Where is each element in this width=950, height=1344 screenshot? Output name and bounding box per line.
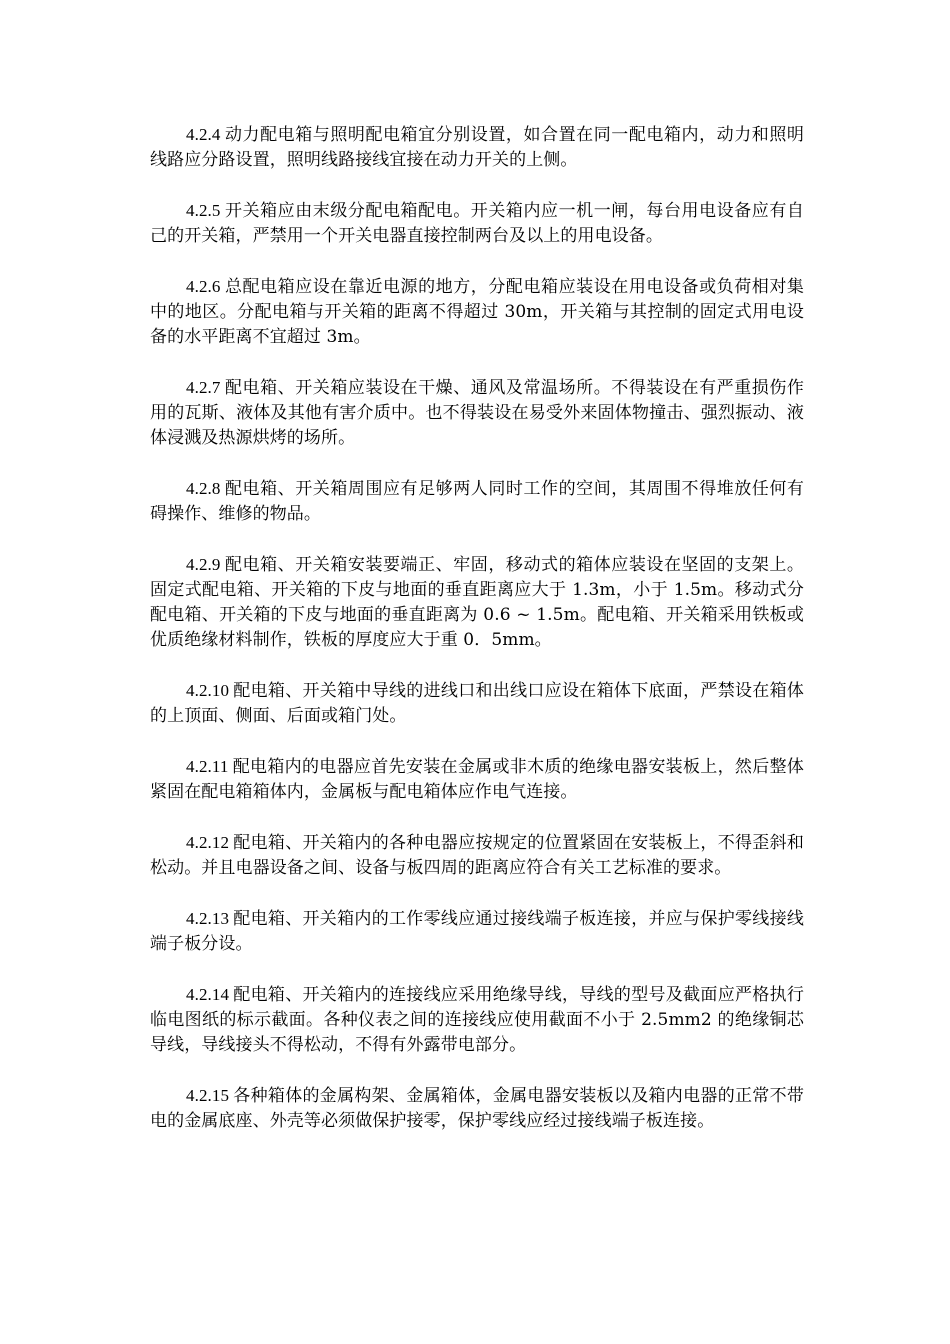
clause-number: 4.2.7 (186, 378, 221, 397)
clause-number: 4.2.11 (186, 757, 229, 776)
clause-number: 4.2.6 (186, 277, 221, 296)
clause-number: 4.2.4 (186, 125, 221, 144)
paragraph-4-2-5 (150, 198, 804, 249)
paragraph-4-2-13 (150, 906, 804, 957)
paragraph-4-2-11 (150, 754, 804, 805)
clause-text: 配电箱、开关箱中导线的进线口和出线口应设在箱体下底面，严禁设在箱体的上顶面、侧面、后面或箱门处。 (150, 681, 804, 726)
clause-text: 配电箱、开关箱安装要端正、牢固，移动式的箱体应装设在坚固的支架上。固定式配电箱、开关箱的下皮与地面的垂直距离应大于 1.3m，小于 1.5m。移动式分配电箱、开关箱的下皮与地面的垂直距离为 0.6 ~ 1.5m。配电箱、开关箱采用铁板或优质绝缘材料制作，铁板的厚度应大于重 0．5mm。 (150, 555, 804, 650)
clause-number: 4.2.8 (186, 479, 221, 498)
clause-number: 4.2.5 (186, 201, 221, 220)
clause-text: 开关箱应由末级分配电箱配电。开关箱内应一机一闸，每台用电设备应有自己的开关箱，严禁用一个开关电器直接控制两台及以上的用电设备。 (150, 201, 804, 246)
clause-text: 配电箱、开关箱内的工作零线应通过接线端子板连接，并应与保护零线接线端子板分设。 (150, 909, 804, 954)
clause-number: 4.2.14 (186, 985, 230, 1004)
clause-number: 4.2.13 (186, 909, 230, 928)
paragraph-4-2-14 (150, 982, 804, 1058)
clause-text: 各种箱体的金属构架、金属箱体，金属电器安装板以及箱内电器的正常不带电的金属底座、外壳等必须做保护接零，保护零线应经过接线端子板连接。 (150, 1086, 804, 1131)
clause-text: 配电箱、开关箱内的各种电器应按规定的位置紧固在安装板上，不得歪斜和松动。并且电器设备之间、设备与板四周的距离应符合有关工艺标准的要求。 (150, 833, 804, 878)
paragraph-4-2-8 (150, 476, 804, 527)
clause-number: 4.2.15 (186, 1086, 230, 1105)
clause-text: 配电箱、开关箱周围应有足够两人同时工作的空间，其周围不得堆放任何有碍操作、维修的物品。 (150, 479, 804, 524)
document-body (150, 122, 804, 1159)
paragraph-4-2-9 (150, 552, 804, 653)
paragraph-4-2-15 (150, 1083, 804, 1134)
paragraph-4-2-10 (150, 678, 804, 729)
clause-text: 配电箱、开关箱应装设在干燥、通风及常温场所。不得装设在有严重损伤作用的瓦斯、液体及其他有害介质中。也不得装设在易受外来固体物撞击、强烈振动、液体浸溅及热源烘烤的场所。 (150, 378, 804, 448)
paragraph-4-2-4 (150, 122, 804, 173)
clause-text: 配电箱内的电器应首先安装在金属或非木质的绝缘电器安装板上，然后整体紧固在配电箱箱体内，金属板与配电箱体应作电气连接。 (150, 757, 804, 802)
clause-text: 总配电箱应设在靠近电源的地方，分配电箱应装设在用电设备或负荷相对集中的地区。分配电箱与开关箱的距离不得超过 30m，开关箱与其控制的固定式用电设备的水平距离不宜超过 3m。 (150, 277, 804, 347)
paragraph-4-2-6 (150, 274, 804, 350)
paragraph-4-2-12 (150, 830, 804, 881)
clause-number: 4.2.12 (186, 833, 230, 852)
clause-text: 配电箱、开关箱内的连接线应采用绝缘导线，导线的型号及截面应严格执行临电图纸的标示截面。各种仪表之间的连接线应使用截面不小于 2.5mm2 的绝缘铜芯导线，导线接头不得松动，不得有外露带电部分。 (150, 985, 804, 1055)
clause-text: 动力配电箱与照明配电箱宜分别设置，如合置在同一配电箱内，动力和照明线路应分路设置，照明线路接线宜接在动力开关的上侧。 (150, 125, 804, 170)
clause-number: 4.2.9 (186, 555, 221, 574)
clause-number: 4.2.10 (186, 681, 230, 700)
paragraph-4-2-7 (150, 375, 804, 451)
